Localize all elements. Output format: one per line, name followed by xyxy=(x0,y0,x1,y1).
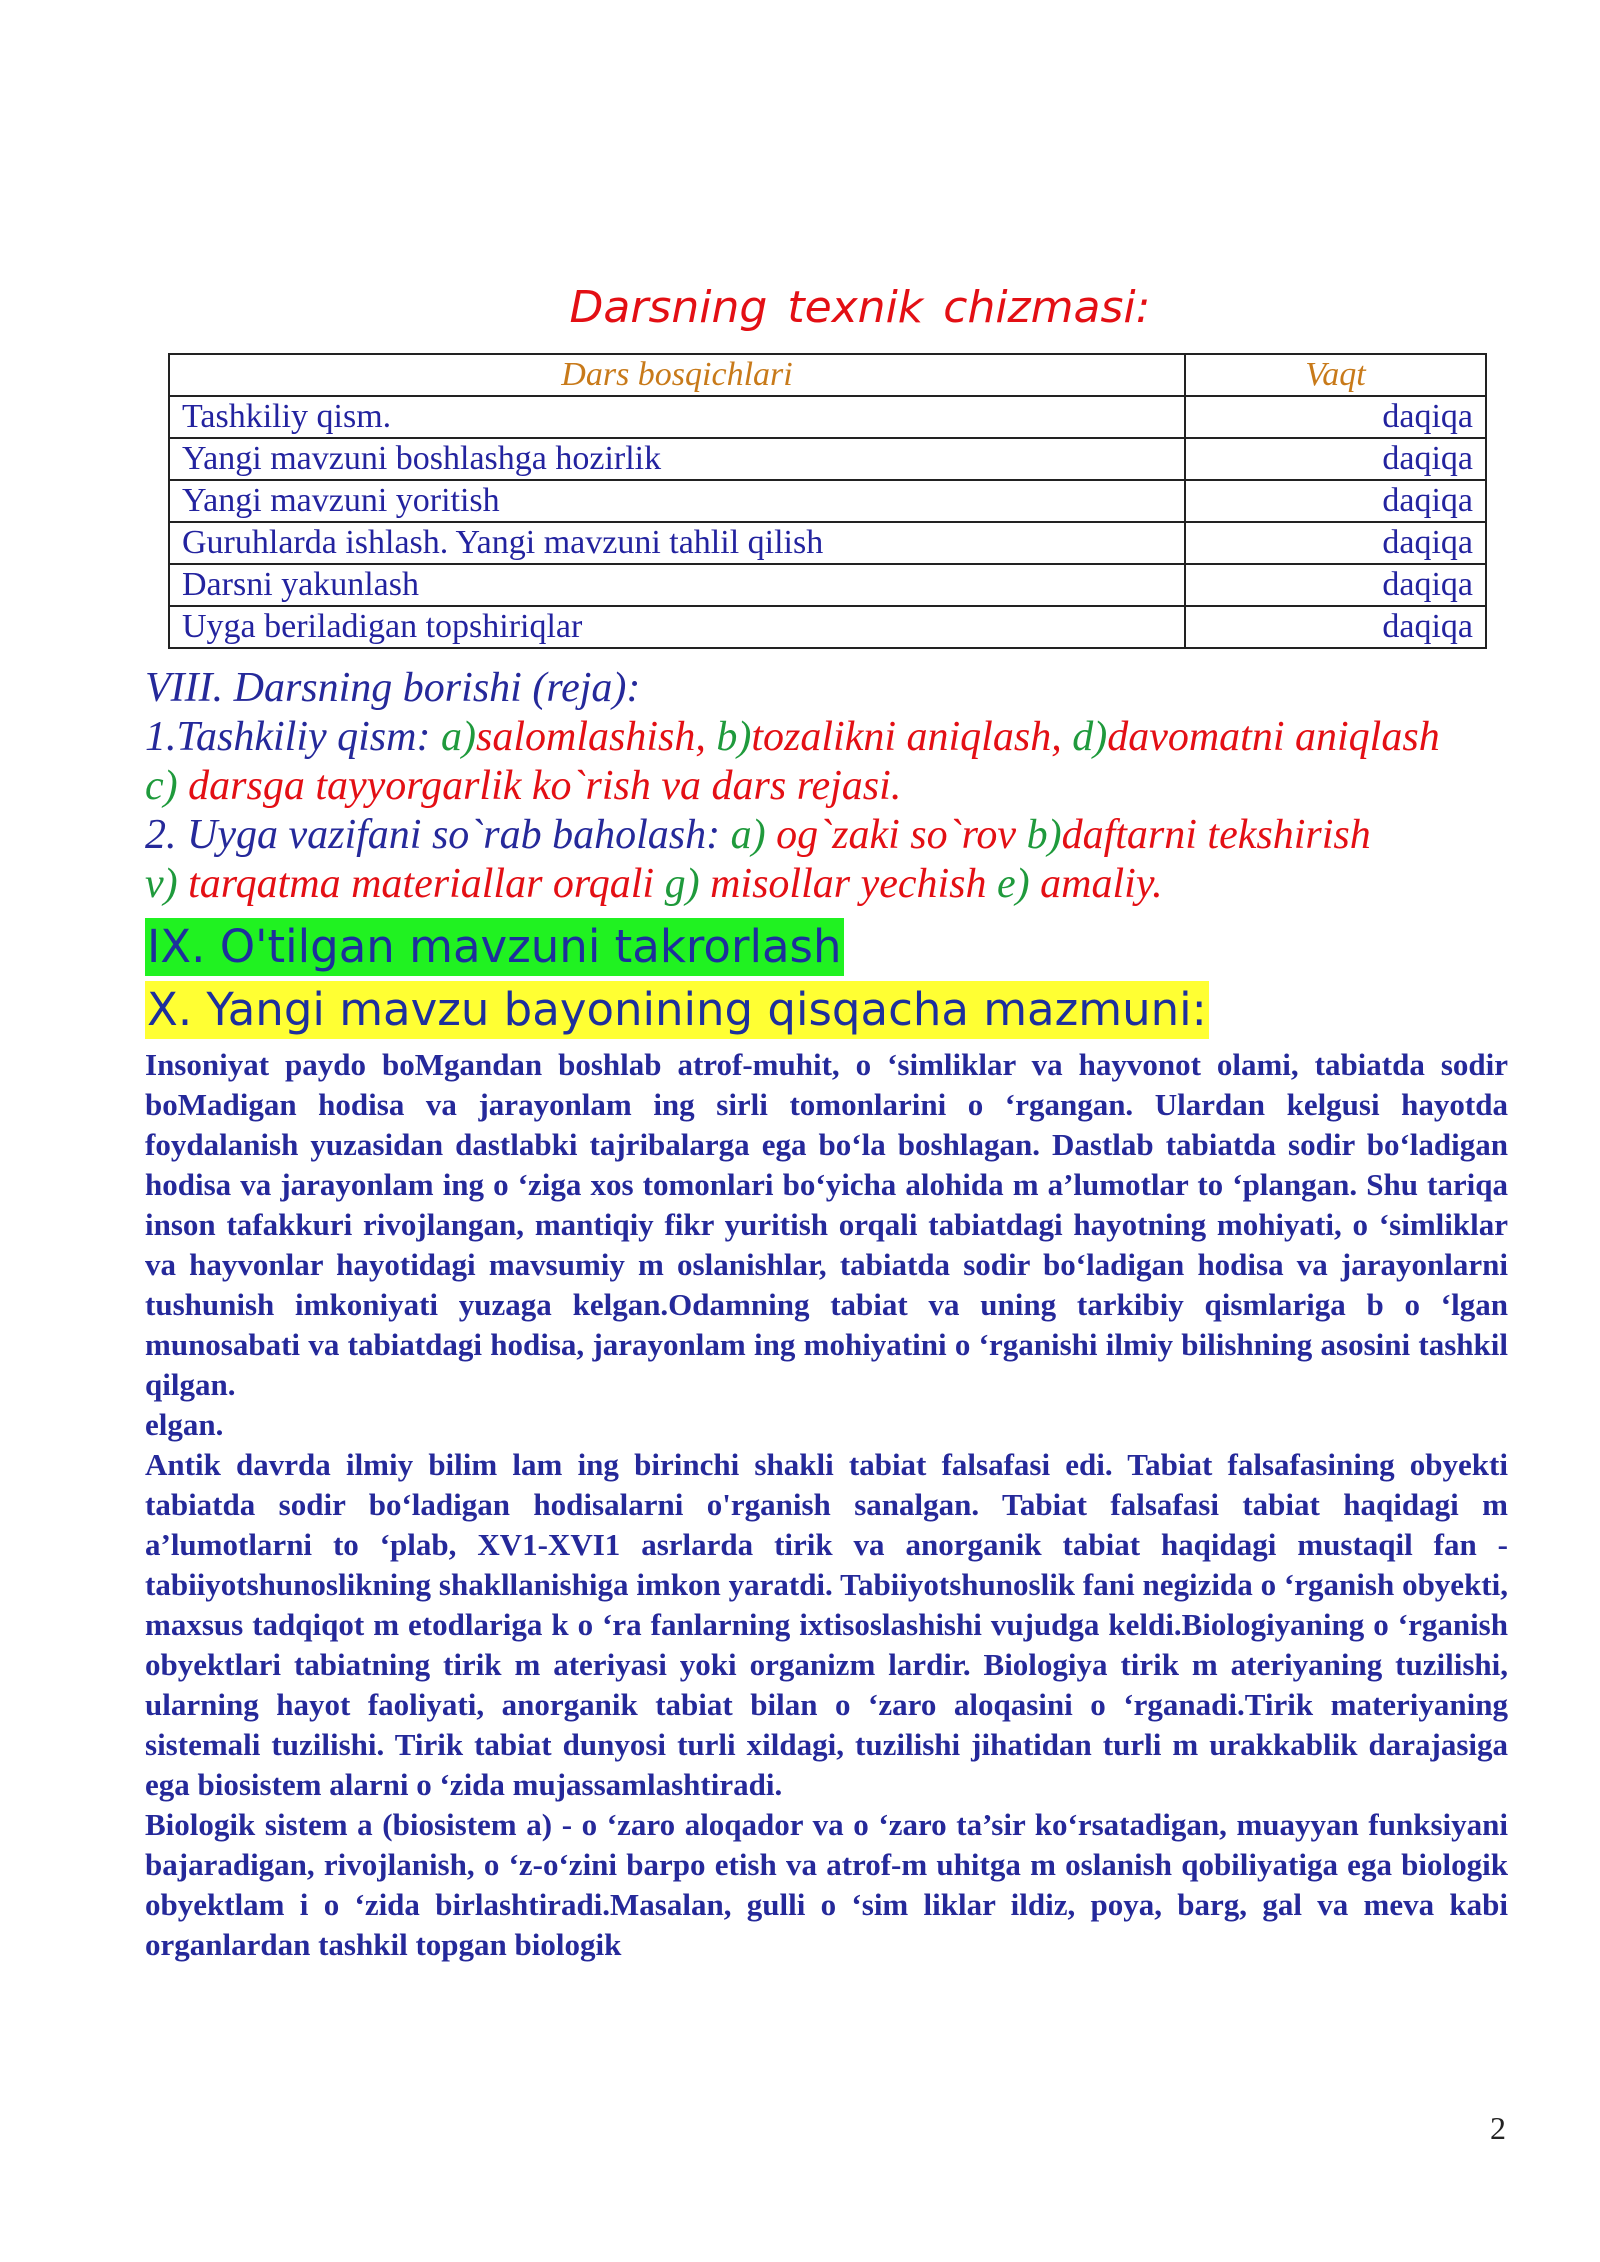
plan-text: tarqatma materiallar orqali xyxy=(188,861,665,907)
plan-line-3 xyxy=(145,811,1545,860)
plan-letter: e) xyxy=(997,861,1041,907)
plan-text: davomatni aniqlash xyxy=(1107,714,1440,760)
plan-line-2 xyxy=(145,762,1545,811)
body-paragraph: Biologik sistem a (biosistem a) - o ‘zaro aloqador va o ‘zaro ta’sir ko‘rsatadigan, muayyan funksiyani bajaradigan, rivojlanish, o ‘z-o‘zini barpo etish va atrof-m uhitga m oslanish qobiliyatiga ega biologik obyektlam i o ‘zida birlashtiradi.Masalan, gulli o ‘sim liklar ildiz, poya, barg, gal va meva kabi organlardan tashkil topgan biologik xyxy=(145,1807,1508,1962)
plan-letter: a) xyxy=(730,812,777,858)
plan-letter: g) xyxy=(664,861,711,907)
lesson-plan xyxy=(145,664,1545,909)
plan-text: 2. Uyga vazifani so`rab baholash: xyxy=(145,812,731,858)
table-cell-stage: Tashkiliy qism. xyxy=(169,396,1185,438)
topic-body-text xyxy=(145,1045,1508,1965)
body-paragraph: elgan. xyxy=(145,1407,224,1442)
plan-text: 1.Tashkiliy qism: xyxy=(145,714,441,760)
table-cell-time: daqiqa xyxy=(1185,606,1486,648)
table-cell-stage: Uyga beriladigan topshiriqlar xyxy=(169,606,1185,648)
table-cell-time: daqiqa xyxy=(1185,396,1486,438)
plan-text: salomlashish, xyxy=(475,714,717,760)
section-heading-review: IX. O'tilgan mavzuni takrorlash xyxy=(145,918,844,976)
table-cell-time: daqiqa xyxy=(1185,480,1486,522)
plan-letter: a) xyxy=(440,714,476,760)
table-cell-stage: Yangi mavzuni boshlashga hozirlik xyxy=(169,438,1185,480)
table-cell-time: daqiqa xyxy=(1185,438,1486,480)
table-cell-stage: Guruhlarda ishlash. Yangi mavzuni tahlil qilish xyxy=(169,522,1185,564)
plan-letter: c) xyxy=(145,763,189,809)
plan-line-4 xyxy=(145,860,1545,909)
plan-text: og`zaki so`rov xyxy=(776,812,1027,858)
body-paragraph: Antik davrda ilmiy bilim lam ing birinchi shakli tabiat falsafasi edi. Tabiat falsafasining obyekti tabiatda sodir bo‘ladigan hodisalarni o'rganish sanalgan. Tabiat falsafasi tabiat haqidagi m a’lumotlarni to ‘plab, XV1-XVI1 asrlarda tirik va anorganik tabiat haqidagi mustaqil fan - tabiiyotshunoslikning shakllanishiga imkon yaratdi. Tabiiyotshunoslik fani negizida o ‘rganish obyekti, maxsus tadqiqot m etodlariga k o ‘ra fanlarning ixtisoslashishi vujudga keldi.Biologiyaning o ‘rganish obyektlari tabiatning tirik m ateriyasi yoki organizm lardir. Biologiya tirik m ateriyaning tuzilishi, ularning hayot faoliyati, anorganik tabiat bilan o ‘zaro aloqasini o ‘rganadi.Tirik materiyaning sistemali tuzilishi. Tirik tabiat dunyosi turli xildagi, tuzilishi jihatidan turli m urakkablik darajasiga ega biosistem alarni o ‘zida mujassamlashtiradi. xyxy=(145,1447,1508,1802)
table-row xyxy=(169,606,1486,648)
document-title: Darsning texnik chizmasi: xyxy=(569,282,1151,333)
section-heading-new-topic: X. Yangi mavzu bayonining qisqacha mazmuni: xyxy=(145,981,1209,1039)
plan-letter: b) xyxy=(1026,812,1062,858)
plan-text: tozalikni aniqlash, xyxy=(751,714,1073,760)
plan-text: misollar yechish xyxy=(710,861,998,907)
page-number: 2 xyxy=(1490,2110,1506,2146)
plan-heading: VIII. Darsning borishi (reja): xyxy=(145,665,641,711)
plan-text: daftarni tekshirish xyxy=(1061,812,1371,858)
plan-letter: v) xyxy=(145,861,189,907)
body-paragraph: Insoniyat paydo boMgandan boshlab atrof-muhit, o ‘simliklar va hayvonot olami, tabiatda sodir boMadigan hodisa va jarayonlam ing sirli tomonlarini o ‘rgangan. Ulardan kelgusi hayotda foydalanish yuzasidan dastlabki tajribalarga ega bo‘la boshlagan. Dastlab tabiatda sodir bo‘ladigan hodisa va jarayonlam ing o ‘ziga xos tomonlari bo‘yicha alohida m a’lumotlar to ‘plangan. Shu tariqa inson tafakkuri rivojlangan, mantiqiy fikr yuritish orqali tabiatdagi hayotning mohiyati, o ‘simliklar va hayvonlar hayotidagi mavsumiy m oslanishlar, tabiatda sodir bo‘ladigan hodisa va jarayonlarni tushunish imkoniyati yuzaga kelgan.Odamning tabiat va uning tarkibiy qismlariga b o ‘lgan munosabati va tabiatdagi hodisa, jarayonlam ing mohiyatini o ‘rganishi ilmiy bilishning asosini tashkil qilgan. xyxy=(145,1047,1508,1402)
table-row xyxy=(169,564,1486,606)
table-row xyxy=(169,522,1486,564)
table-cell-stage: Darsni yakunlash xyxy=(169,564,1185,606)
table-cell-time: daqiqa xyxy=(1185,522,1486,564)
table-row xyxy=(169,480,1486,522)
table-header-stages: Dars bosqichlari xyxy=(169,354,1185,396)
table-cell-time: daqiqa xyxy=(1185,564,1486,606)
table-row xyxy=(169,396,1486,438)
plan-letter: d) xyxy=(1072,714,1108,760)
plan-line-1 xyxy=(145,713,1545,762)
plan-text: amaliy. xyxy=(1040,861,1163,907)
table-header-time: Vaqt xyxy=(1185,354,1486,396)
plan-letter: b) xyxy=(716,714,752,760)
plan-text: darsga tayyorgarlik ko`rish va dars rejasi. xyxy=(188,763,902,809)
table-header-row xyxy=(169,354,1486,396)
table-row xyxy=(169,438,1486,480)
lesson-stages-table xyxy=(168,353,1487,649)
table-cell-stage: Yangi mavzuni yoritish xyxy=(169,480,1185,522)
